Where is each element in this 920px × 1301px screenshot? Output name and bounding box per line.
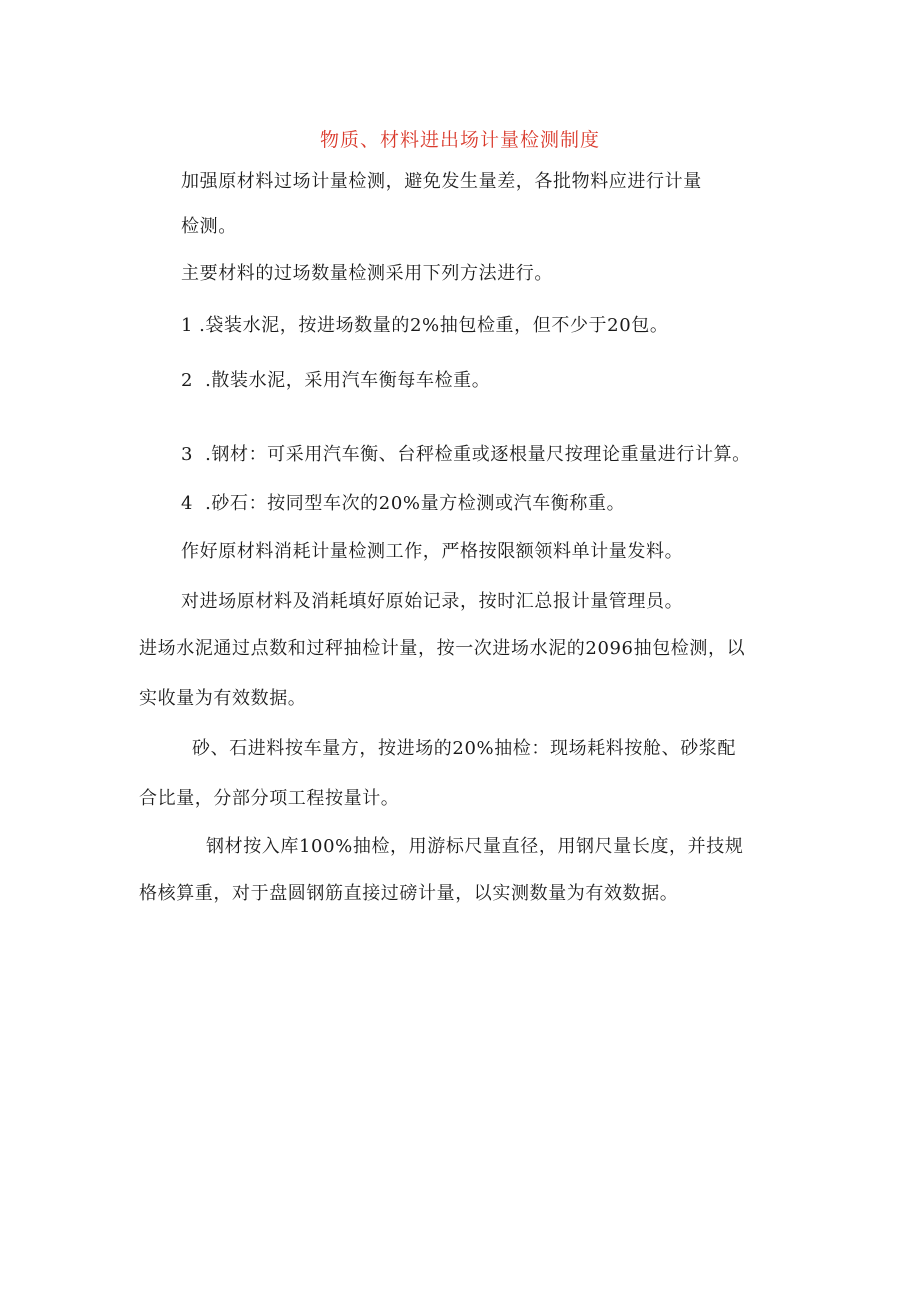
- paragraph-1-line-2: 检测。: [181, 216, 237, 237]
- paragraph-6-line-2: 合比量，分部分项工程按量计。: [139, 788, 400, 809]
- list-item-1: [181, 314, 668, 338]
- list-item-4: [181, 492, 625, 516]
- list-item-text: .袋装水泥，按进场数量的2%抽包检重，但不少于20包。: [199, 315, 669, 336]
- list-item-text: .砂石：按同型车次的20%量方检测或汽车衡称重。: [205, 493, 626, 514]
- paragraph-3: 作好原材料消耗计量检测工作，严格按限额领料单计量发料。: [181, 541, 684, 562]
- paragraph-7-line-1: 钢材按入库100%抽检，用游标尺量直径，用钢尺量长度，并技规: [206, 836, 744, 857]
- document-title: 物质、材料进出场计量检测制度: [319, 129, 600, 151]
- paragraph-7-line-2: 格核算重，对于盘圆钢筋直接过磅计量，以实测数量为有效数据。: [139, 883, 679, 904]
- list-item-2: [181, 369, 490, 393]
- list-item-text: .散装水泥，采用汽车衡每车检重。: [205, 370, 491, 391]
- paragraph-1-line-1: 加强原材料过场计量检测，避免发生量差，各批物料应进行计量: [181, 171, 702, 192]
- list-item-number: 1: [181, 315, 194, 336]
- paragraph-4: 对进场原材料及消耗填好原始记录，按时汇总报计量管理员。: [181, 591, 684, 612]
- list-item-number: 2: [181, 370, 194, 391]
- paragraph-5-line-2: 实收量为有效数据。: [139, 688, 307, 709]
- paragraph-5-line-1: 进场水泥通过点数和过秤抽检计量，按一次进场水泥的2096抽包检测，以: [139, 638, 746, 659]
- list-item-number: 4: [181, 493, 194, 514]
- paragraph-2: 主要材料的过场数量检测采用下列方法进行。: [181, 263, 553, 284]
- list-item-number: 3: [181, 444, 194, 465]
- list-item-text: .钢材：可采用汽车衡、台秤检重或逐根量尺按理论重量进行计算。: [205, 444, 751, 465]
- paragraph-6-line-1: 砂、石进料按车量方，按进场的20%抽检：现场耗料按舱、砂浆配: [192, 738, 737, 759]
- list-item-3: [181, 443, 751, 467]
